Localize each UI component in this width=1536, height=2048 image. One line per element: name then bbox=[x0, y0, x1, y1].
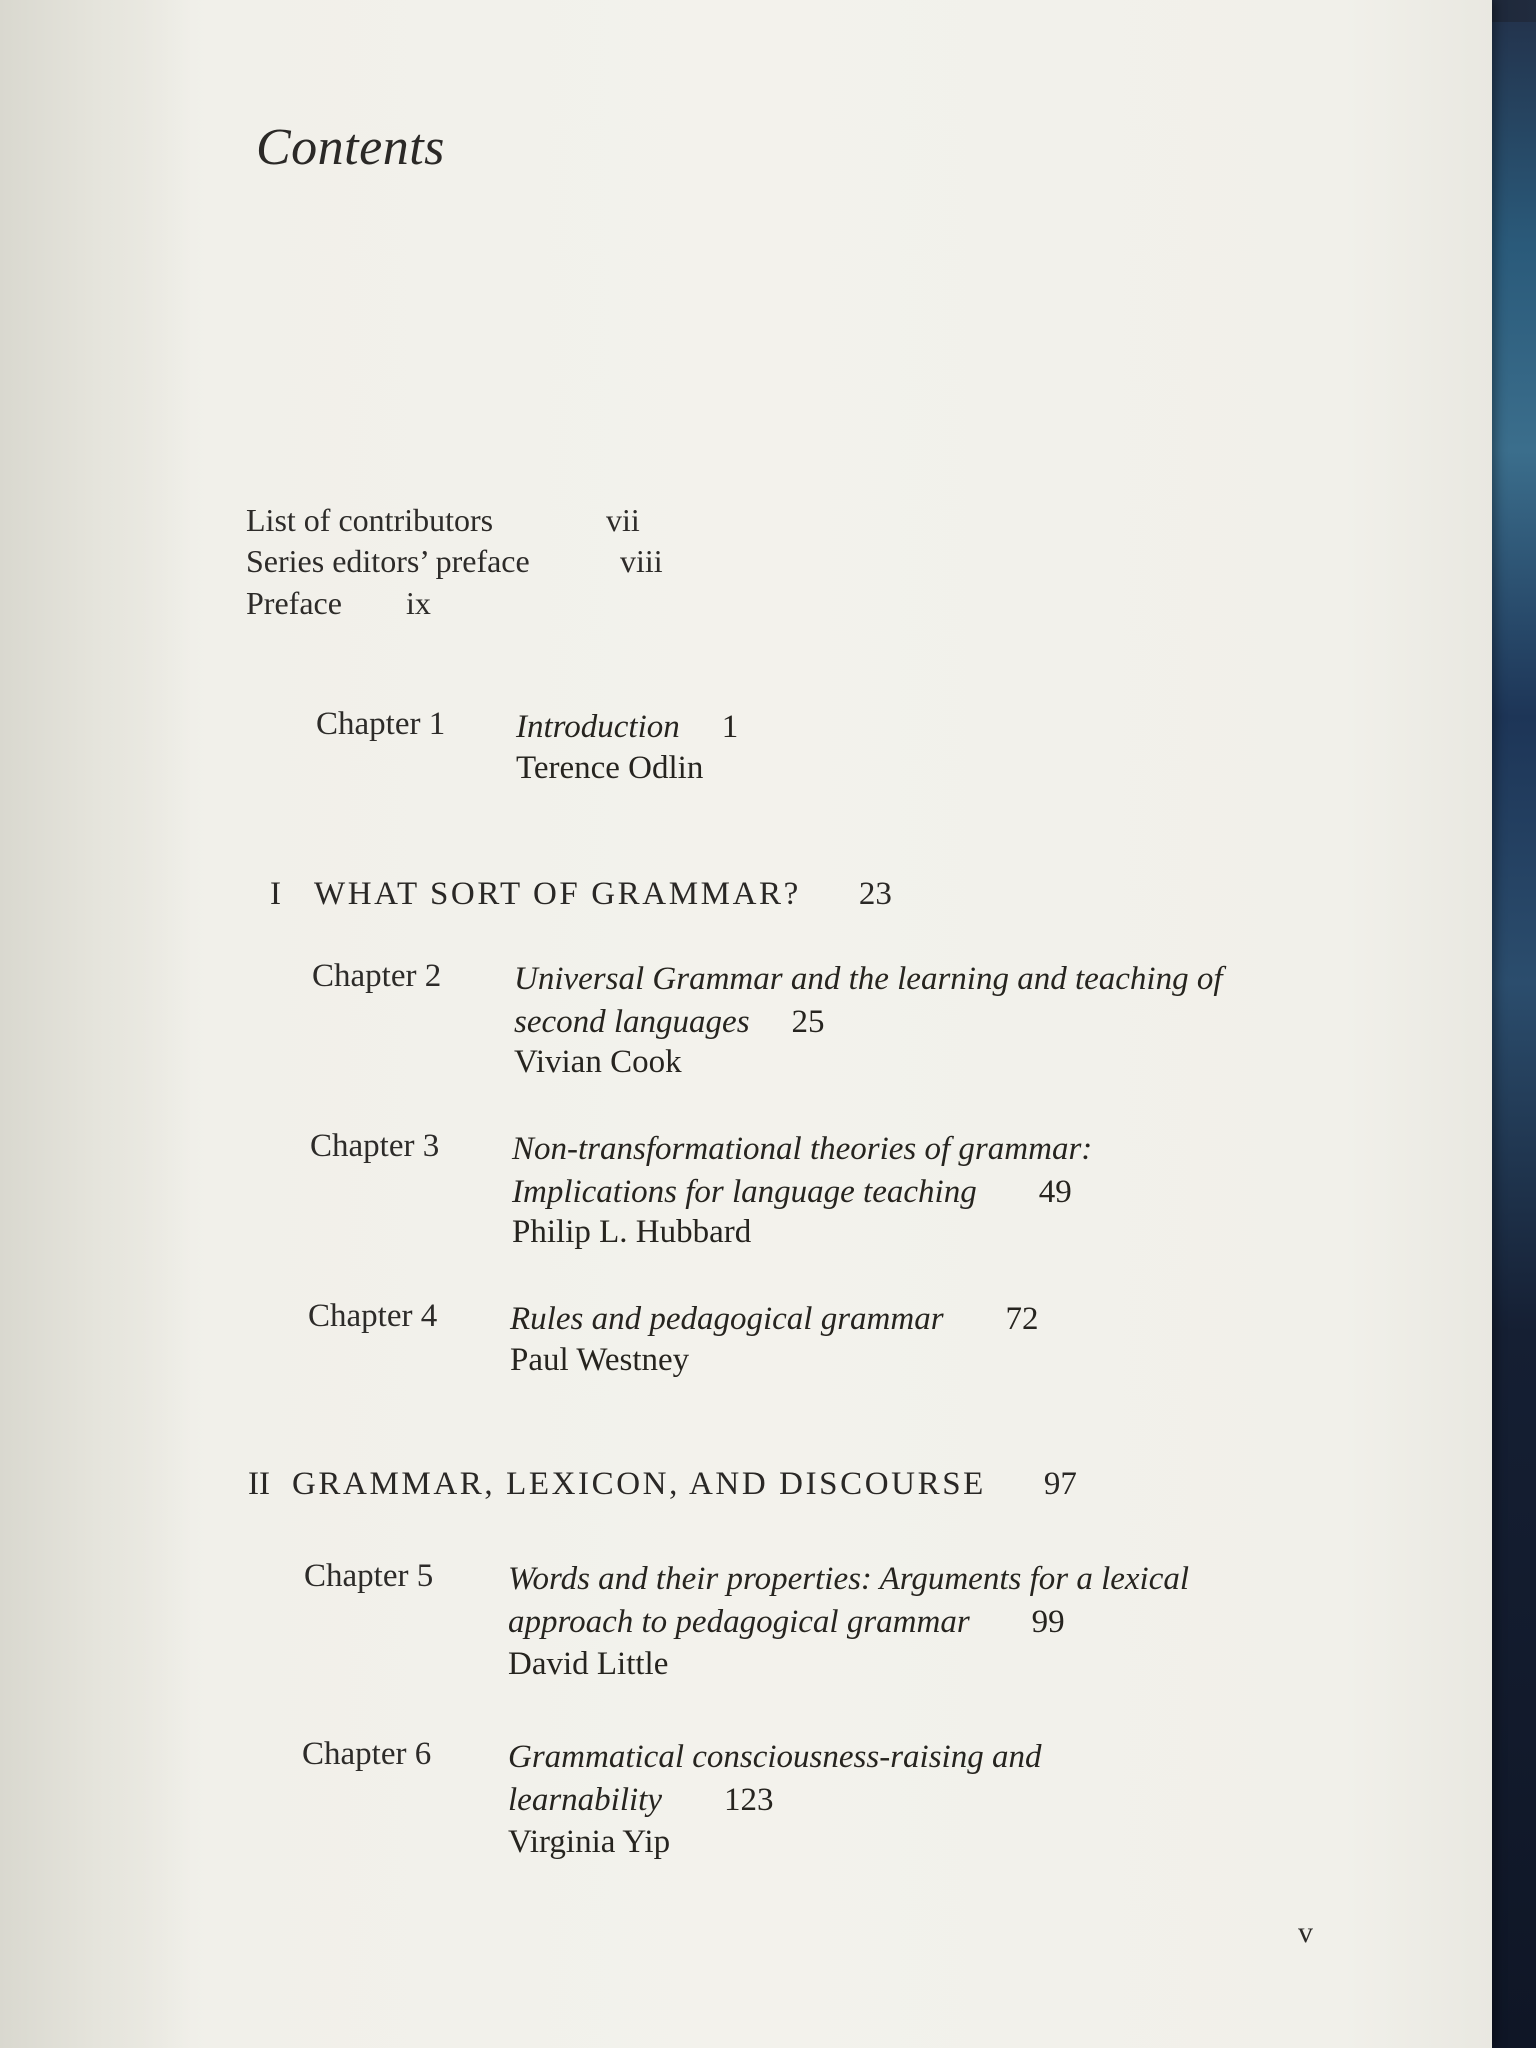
chapter-title-line: Universal Grammar and the learning and teaching of bbox=[514, 961, 1223, 997]
front-matter-item bbox=[246, 585, 431, 622]
chapter-author: Virginia Yip bbox=[508, 1824, 671, 1860]
section-heading bbox=[248, 1466, 1077, 1503]
chapter-author: Philip L. Hubbard bbox=[512, 1214, 752, 1250]
chapter-title bbox=[516, 706, 738, 749]
page-gutter bbox=[0, 0, 190, 2048]
front-matter-item bbox=[246, 502, 640, 539]
front-matter-label: Series editors’ preface bbox=[246, 543, 530, 579]
chapter-author: Paul Westney bbox=[510, 1342, 690, 1378]
section-title: GRAMMAR, LEXICON, AND DISCOURSE bbox=[292, 1466, 986, 1502]
chapter-page: 123 bbox=[723, 1782, 774, 1818]
chapter-author: Terence Odlin bbox=[516, 750, 704, 786]
section-page: 23 bbox=[858, 876, 892, 912]
chapter-page: 49 bbox=[1038, 1174, 1072, 1210]
front-matter-label: Preface bbox=[246, 585, 342, 621]
chapter-label: Chapter 1 bbox=[316, 706, 446, 742]
front-matter-label: List of contributors bbox=[246, 502, 494, 538]
chapter-title-line: Words and their properties: Arguments for a lexical bbox=[508, 1561, 1190, 1597]
section-page: 97 bbox=[1043, 1466, 1077, 1502]
front-matter-page: vii bbox=[606, 502, 640, 538]
chapter-title bbox=[508, 1558, 1189, 1644]
chapter-title bbox=[514, 958, 1223, 1044]
section-numeral: I bbox=[270, 876, 281, 912]
chapter-title-line: Implications for language teaching bbox=[512, 1174, 977, 1210]
section-numeral: II bbox=[248, 1466, 270, 1502]
front-matter-page: viii bbox=[620, 543, 663, 579]
front-matter-page: ix bbox=[406, 585, 431, 621]
chapter-title-line: Grammatical consciousness-raising and bbox=[508, 1739, 1042, 1775]
chapter-page: 99 bbox=[1031, 1604, 1065, 1640]
chapter-label: Chapter 5 bbox=[304, 1558, 434, 1594]
page-title: Contents bbox=[256, 119, 445, 176]
chapter-label: Chapter 6 bbox=[302, 1736, 432, 1772]
chapter-title bbox=[508, 1736, 1041, 1822]
chapter-page: 72 bbox=[1005, 1301, 1039, 1337]
chapter-title-line: Rules and pedagogical grammar bbox=[510, 1301, 944, 1337]
chapter-label: Chapter 4 bbox=[308, 1298, 438, 1334]
chapter-title-line: approach to pedagogical grammar bbox=[508, 1604, 970, 1640]
front-matter-item bbox=[246, 543, 663, 580]
chapter-author: Vivian Cook bbox=[514, 1044, 682, 1080]
chapter-title-line: Non-transformational theories of grammar: bbox=[512, 1131, 1093, 1167]
section-title: WHAT SORT OF GRAMMAR? bbox=[314, 876, 801, 912]
chapter-label: Chapter 2 bbox=[312, 958, 442, 994]
chapter-title bbox=[512, 1128, 1092, 1214]
chapter-label: Chapter 3 bbox=[310, 1128, 440, 1164]
chapter-title-line: second languages bbox=[514, 1004, 750, 1040]
chapter-title-text: Introduction bbox=[516, 709, 680, 745]
chapter-title-line: learnability bbox=[508, 1782, 662, 1818]
chapter-title bbox=[510, 1298, 1039, 1341]
page-number: v bbox=[1298, 1916, 1313, 1949]
chapter-page: 1 bbox=[721, 709, 739, 745]
section-heading bbox=[270, 876, 892, 913]
chapter-author: David Little bbox=[508, 1646, 669, 1682]
chapter-page: 25 bbox=[791, 1004, 825, 1040]
